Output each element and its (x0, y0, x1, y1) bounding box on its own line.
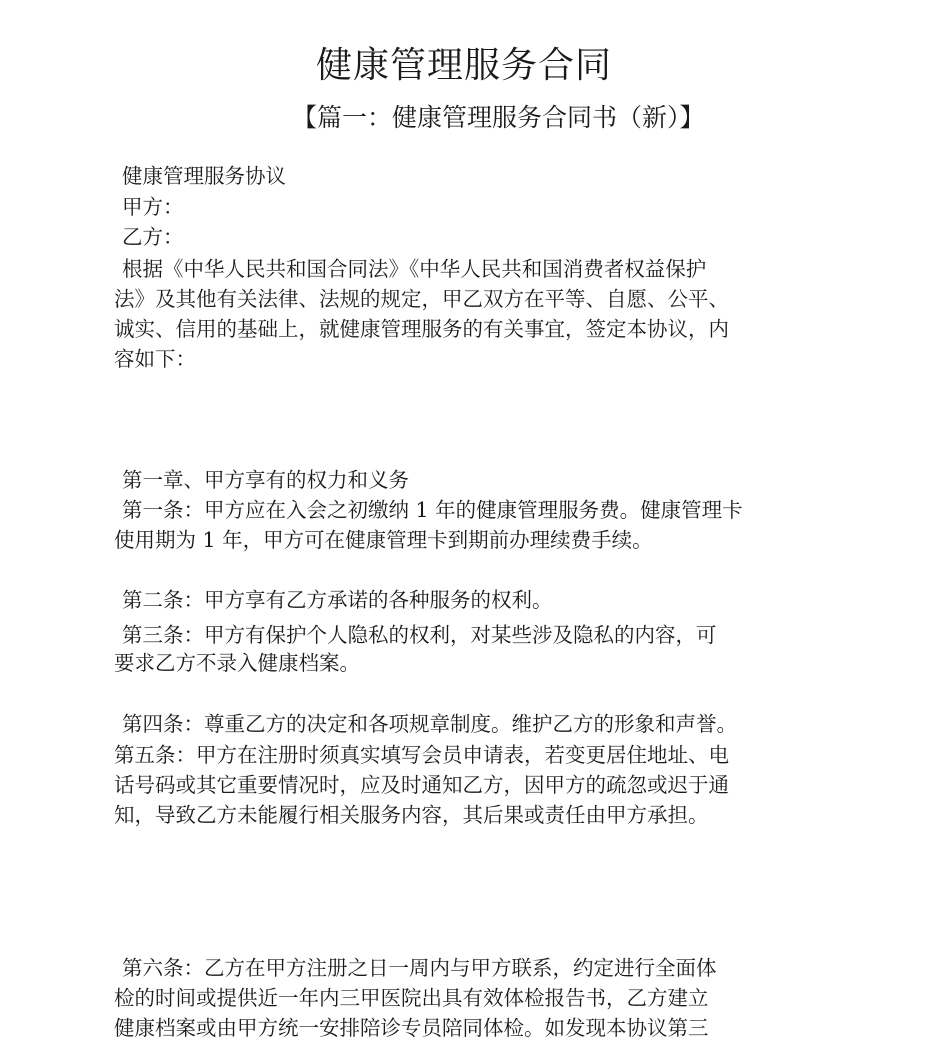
chapter-heading: 第一章、甲方享有的权力和义务 (122, 468, 409, 492)
preamble-line: 容如下： (114, 347, 196, 371)
article-5-line: 话号码或其它重要情况时，应及时通知乙方，因甲方的疏忽或迟于通 (114, 773, 729, 797)
article-2-line: 第二条：甲方享有乙方承诺的各种服务的权利。 (122, 588, 553, 612)
article-5-line: 第五条：甲方在注册时须真实填写会员申请表，若变更居住地址、电 (114, 743, 729, 767)
document-title: 健康管理服务合同 (315, 45, 612, 86)
article-5-line: 知，导致乙方未能履行相关服务内容，其后果或责任由甲方承担。 (114, 803, 709, 827)
article-3-line: 第三条：甲方有保护个人隐私的权利，对某些涉及隐私的内容，可 (122, 623, 717, 647)
article-3-line: 要求乙方不录入健康档案。 (114, 651, 360, 675)
article-6-line: 健康档案或由甲方统一安排陪诊专员陪同体检。如发现本协议第三 (114, 1016, 709, 1040)
party-a-label: 甲方： (122, 195, 184, 219)
agreement-heading: 健康管理服务协议 (122, 164, 286, 188)
preamble-line: 根据《中华人民共和国合同法》《中华人民共和国消费者权益保护 (122, 257, 707, 281)
preamble-line: 法》及其他有关法律、法规的规定，甲乙双方在平等、自愿、公平、 (114, 287, 729, 311)
article-4-line: 第四条：尊重乙方的决定和各项规章制度。维护乙方的形象和声誉。 (122, 712, 737, 736)
article-6-line: 检的时间或提供近一年内三甲医院出具有效体检报告书，乙方建立 (114, 986, 709, 1010)
article-1-line: 使用期为 1 年，甲方可在健康管理卡到期前办理续费手续。 (114, 528, 653, 552)
article-6-line: 第六条：乙方在甲方注册之日一周内与甲方联系，约定进行全面体 (122, 956, 717, 980)
party-b-label: 乙方： (122, 225, 184, 249)
article-1-line: 第一条：甲方应在入会之初缴纳 1 年的健康管理服务费。健康管理卡 (122, 498, 743, 522)
preamble-line: 诚实、信用的基础上，就健康管理服务的有关事宜，签定本协议，内 (114, 317, 729, 341)
document-subtitle: 【篇一：健康管理服务合同书（新）】 (292, 103, 705, 132)
